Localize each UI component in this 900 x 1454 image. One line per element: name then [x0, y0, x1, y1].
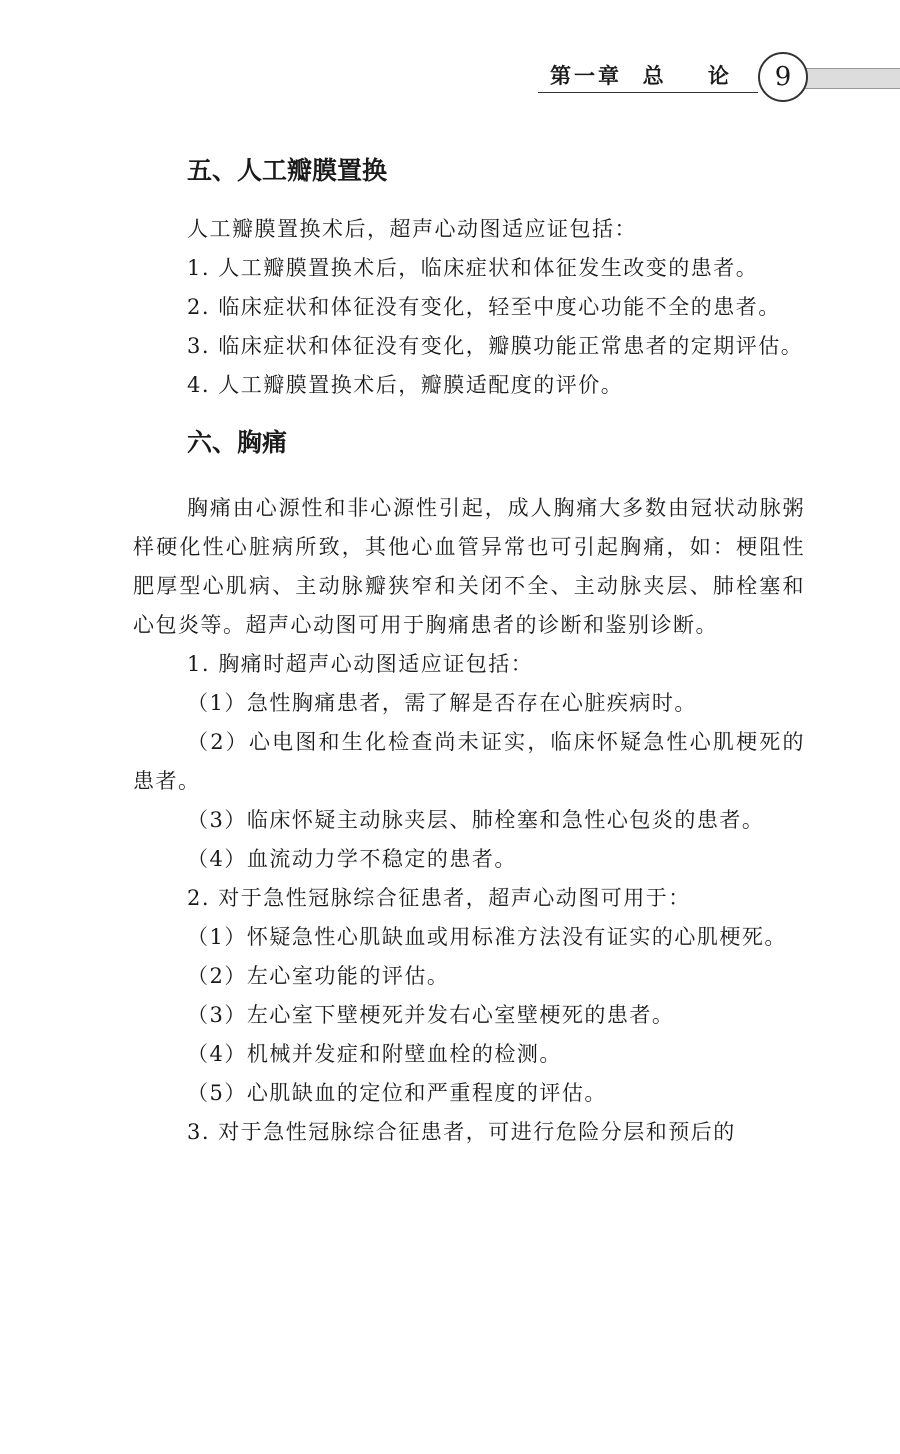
list-item: 2. 对于急性冠脉综合征患者，超声心动图可用于：	[187, 886, 691, 910]
list-item: 1. 人工瓣膜置换术后，临床症状和体征发生改变的患者。	[187, 256, 759, 280]
list-item: （1）急性胸痛患者，需了解是否存在心脏疾病时。	[187, 691, 697, 715]
paragraph: 人工瓣膜置换术后，超声心动图适应证包括：	[187, 217, 637, 241]
chapter-title: 第一章 总 论	[550, 64, 732, 88]
list-item: 4. 人工瓣膜置换术后，瓣膜适配度的评价。	[187, 373, 624, 397]
page-body	[133, 148, 805, 1152]
list-item: 2. 临床症状和体征没有变化，轻至中度心功能不全的患者。	[187, 295, 781, 319]
list-item: （2）心电图和生化检查尚未证实，临床怀疑急性心肌梗死的患者。	[133, 730, 805, 793]
running-header	[538, 48, 900, 108]
section-heading: 五、人工瓣膜置换	[187, 156, 388, 185]
list-item: （2）左心室功能的评估。	[187, 964, 450, 988]
list-item: （4）机械并发症和附壁血栓的检测。	[187, 1042, 562, 1066]
list-item: 3. 临床症状和体征没有变化，瓣膜功能正常患者的定期评估。	[187, 334, 804, 358]
list-item: 1. 胸痛时超声心动图适应证包括：	[187, 652, 534, 676]
page-number: 9	[758, 52, 808, 102]
list-item: （3）临床怀疑主动脉夹层、肺栓塞和急性心包炎的患者。	[187, 808, 765, 832]
list-item: （4）血流动力学不稳定的患者。	[187, 847, 517, 871]
list-item: 3. 对于急性冠脉综合征患者，可进行危险分层和预后的	[187, 1120, 736, 1144]
list-item: （5）心肌缺血的定位和严重程度的评估。	[187, 1081, 607, 1105]
section-heading: 六、胸痛	[187, 428, 288, 457]
header-rule	[538, 92, 758, 93]
list-item: （1）怀疑急性心肌缺血或用标准方法没有证实的心肌梗死。	[187, 925, 787, 949]
paragraph: 胸痛由心源性和非心源性引起，成人胸痛大多数由冠状动脉粥样硬化性心脏病所致，其他心血管异常也可引起胸痛，如：梗阻性肥厚型心肌病、主动脉瓣狭窄和关闭不全、主动脉夹层、肺栓塞和心包炎等。超声心动图可用于胸痛患者的诊断和鉴别诊断。	[133, 496, 805, 637]
list-item: （3）左心室下壁梗死并发右心室壁梗死的患者。	[187, 1003, 675, 1027]
